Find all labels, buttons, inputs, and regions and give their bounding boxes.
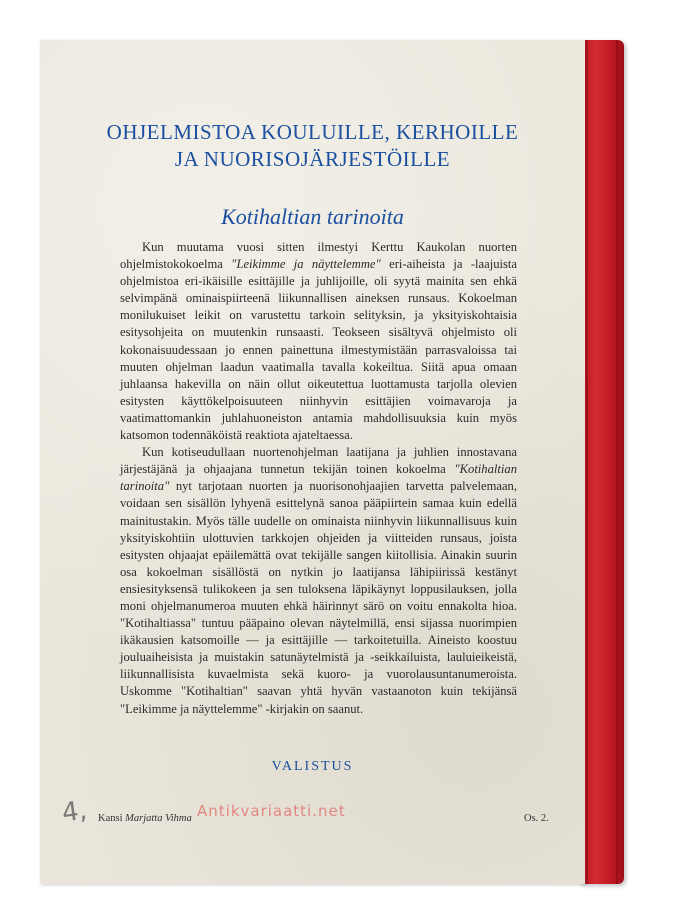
paragraph-1-text: Kun muutama vuosi sitten ilmestyi Kerttu Kaukolan nuorten ohjelmistokokoelma <box>120 240 517 272</box>
paragraph-2 <box>120 444 517 718</box>
cover-credit <box>98 813 192 824</box>
publisher-name: VALISTUS <box>271 759 354 774</box>
paragraph-1-book-ref: "Leikimme ja näyttelemme" <box>231 257 381 272</box>
series-header-line-2: JA NUORISOJÄRJESTÖILLE <box>174 147 451 171</box>
credit-prefix: Kansi <box>98 813 123 824</box>
book-spine <box>580 40 624 884</box>
paragraph-1 <box>120 239 517 444</box>
pencil-mark: 4, <box>60 795 89 829</box>
paragraph-2-text-cont: nyt tarjotaan nuorten ja nuorisonohjaajien tarvetta palvelemaan, voidaan sen sisällön lyhyenä esittelynä sanoa pääpiirtein samaa kuin edellä mainitustakin. Myös tälle uudelle on ominaista niinhyvin liikunnallisuus kuin yksityiskohtiin ulottuvien tarkkojen ohjeiden ja viitteiden runsaus, joista esitysten ohjaajat epäilemättä ovat tekijälle sangen kiitollisia. Ainakin suurin osa kokoelman sisällöstä on nytkin jo laatijansa lähipiirissä kestänyt ensiesityksensä tulikokeen ja sen tuloksena läpikäynyt loppusilauksen, jolla moni ohjelmanumeroa muuten ehkä häirinnyt särö on voitu ennakolta hioa. "Kotihaltiassa" tuntuu pääpaino olevan näytelmillä, ensi sijassa nuorimpien ikäkausien katsomoille — ja esittäjille — tarkoitetuilla. Aineisto koostuu jouluaiheisista ja muistakin satunäytelmistä ja -seikkailuista, lauluieikeistä, liikunnallisista kuvaelmista sekä kuoro- ja vuorolausuntanumeroista. Uskomme "Kotihaltian" saavan yhtä hyvän vastaanoton kuin tekijänsä "Leikimme ja näyttelemme" -kirjakin on saanut. <box>120 479 517 716</box>
back-cover <box>40 40 585 884</box>
watermark: Antikvariaatti.net <box>197 802 346 820</box>
paragraph-1-text-cont: eri-aiheista ja -laajuista ohjelmistoa eri-ikäisille esittäjille ja juhlijoille, oli syytä mainita sen ehkä selvimpänä ominaispiirteenä liikunnallisen aineksen runsaus. Kokoelman monilukuiset leikit on varustettu tarkoin selityksin, ja yksityiskohtaisia esitysohjeita on muutenkin runsaasti. Teokseen sisältyvä ohjelmisto oli kokonaisuudessaan jo ennen painettuna ilmestymistään parrasvaloissa tai muuten ohjelman laadun vaatimalla tavalla kokeiltua. Siitä apua omaan juhlaansa hakevilla on näin ollut oikeutettua luottamusta tarjolla olevien esitysten käyttökelpoisuuteen niinhyvin esittäjien voimavaroja ja vaatimattomankin juhlahuoneiston antamia mahdollisuuksia kuin myös katsomon todennäköistä reaktiota ajateltaessa. <box>120 257 517 443</box>
spine-line <box>586 40 588 884</box>
part-number: Os. 2. <box>524 813 549 824</box>
series-header-line-1: OHJELMISTOA KOULUILLE, KERHOILLE <box>106 120 519 144</box>
spine-line <box>616 40 618 884</box>
paragraph-2-text: Kun kotiseudullaan nuortenohjelman laatijana ja juhlien innostavana järjestäjänä ja ohjaajana tunnetun tekijän toinen kokoelma <box>120 445 517 477</box>
book-title: Kotihaltian tarinoita <box>221 204 404 229</box>
description-text <box>120 239 517 718</box>
paragraph-2-book-ref: "Kotihaltian tarinoita" <box>120 462 517 494</box>
credit-name: Marjatta Vihma <box>125 813 192 824</box>
